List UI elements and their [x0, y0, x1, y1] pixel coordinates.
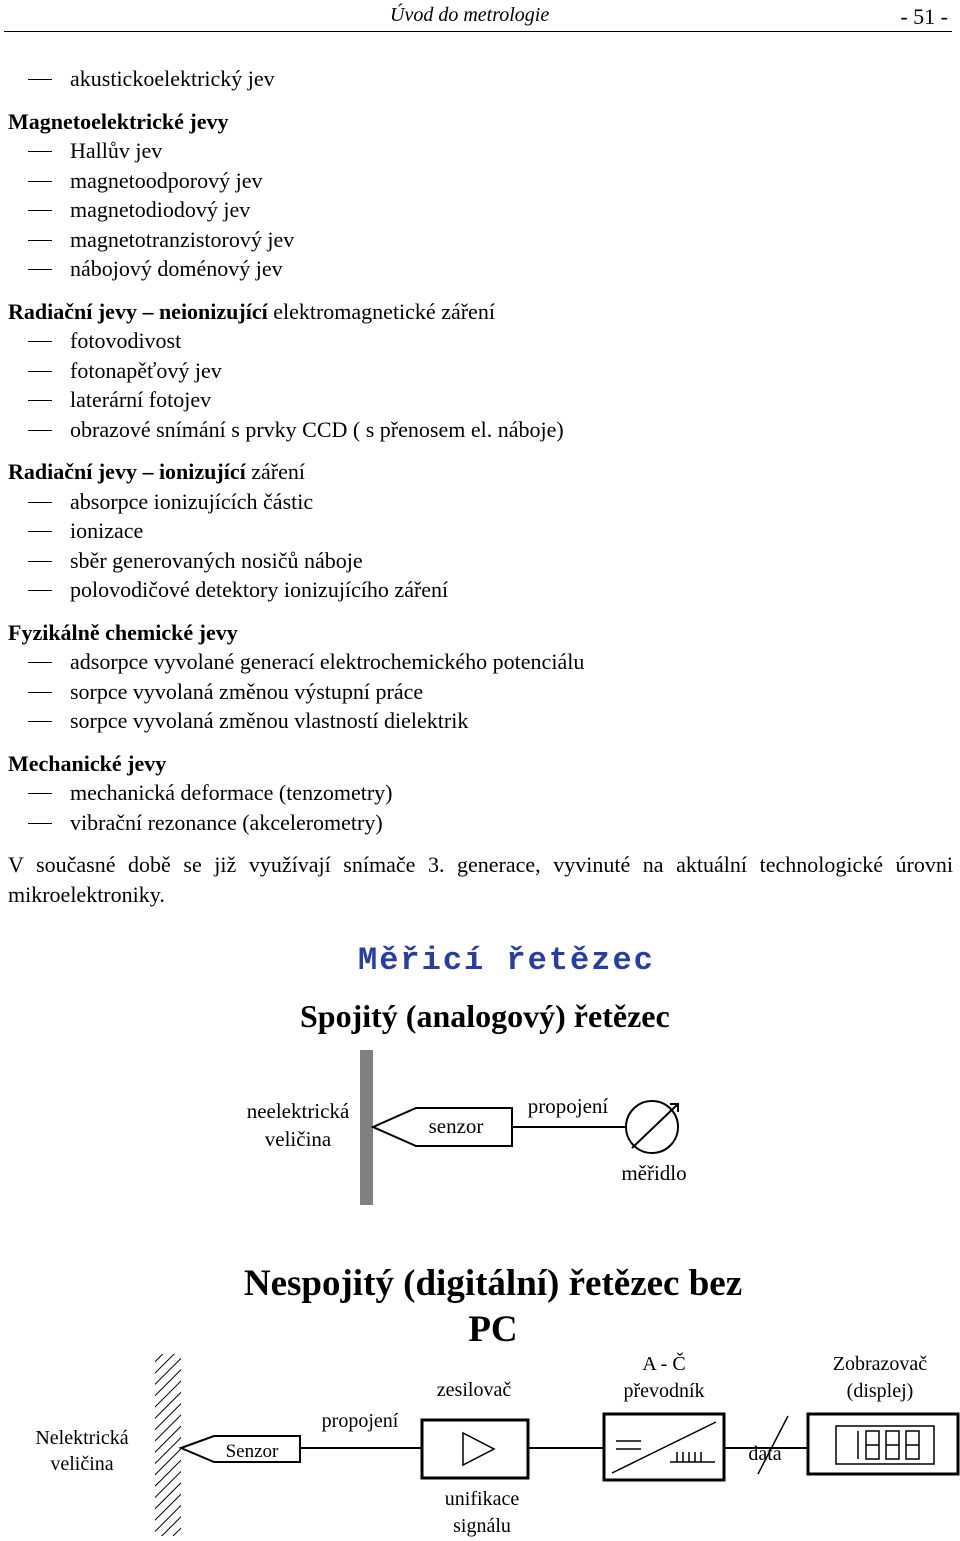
generation-paragraph: V současné době se již využívají snímače 3. generace, vyvinuté na aktuální technologické úrovni mikroelektroniky. — [8, 852, 953, 907]
unification-label-2: signálu — [453, 1515, 511, 1537]
amplifier-label: zesilovač — [436, 1379, 512, 1401]
digital-sensor-label: Senzor — [225, 1441, 279, 1462]
list-item: absorpce ionizujících částic — [8, 487, 953, 517]
analog-input-label-2: veličina — [264, 1127, 332, 1151]
list-item: mechanická deformace (tenzometry) — [8, 778, 953, 808]
digital-input-label-2: veličina — [50, 1453, 114, 1475]
digital-chain-title: Nespojitý (digitální) řetězec bez PC — [243, 1263, 743, 1350]
adc-label-1: A - Č — [642, 1353, 686, 1375]
section-heading-bold: Radiační jevy – neionizující — [8, 298, 268, 324]
list-item: magnetoodporový jev — [8, 166, 953, 196]
page-number: - 51 - — [900, 4, 948, 29]
digital-input-label-1: Nelektrická — [35, 1427, 129, 1449]
section-heading-rest: záření — [245, 459, 305, 484]
list-item: sběr generovaných nosičů náboje — [8, 546, 953, 576]
list-item: laterární fotojev — [8, 385, 953, 415]
list-item: sorpce vyvolaná změnou vlastností dielektrik — [8, 706, 953, 736]
measuring-chain-title: Měřicí řetězec — [358, 942, 655, 979]
list-item: Hallův jev — [8, 136, 953, 166]
list-item: obrazové snímání s prvky CCD ( s přenosem el. náboje) — [8, 415, 953, 445]
section-heading-bold: Fyzikálně chemické jevy — [8, 619, 238, 645]
page-header-title: Úvod do metrologie — [390, 4, 550, 26]
section-heading-bold: Magnetoelektrické jevy — [8, 108, 229, 134]
digital-chain-diagram — [35, 1351, 958, 1537]
list-item: nábojový doménový jev — [8, 254, 953, 284]
analog-connection-label: propojení — [527, 1094, 609, 1118]
analog-sensor-label: senzor — [428, 1114, 484, 1138]
analog-chain-diagram — [247, 1050, 687, 1205]
list-item: sorpce vyvolaná změnou výstupní práce — [8, 677, 953, 707]
list-item: fotonapěťový jev — [8, 356, 953, 386]
list-item: magnetotranzistorový jev — [8, 225, 953, 255]
display-label-2: (displej) — [846, 1380, 914, 1402]
section-heading-bold: Mechanické jevy — [8, 750, 167, 776]
list-item: adsorpce vyvolané generací elektrochemického potenciálu — [8, 647, 953, 677]
list-item: ionizace — [8, 516, 953, 546]
list-item: magnetodiodový jev — [8, 195, 953, 225]
meter-label: měřidlo — [621, 1161, 687, 1185]
data-label: data — [748, 1443, 782, 1465]
list-item: polovodičové detektory ionizujícího záření — [8, 575, 953, 605]
display-label-1: Zobrazovač — [832, 1353, 928, 1375]
adc-label-2: převodník — [623, 1380, 705, 1402]
list-item: fotovodivost — [8, 326, 953, 356]
digital-wall — [155, 1354, 181, 1536]
analog-wall — [360, 1050, 373, 1205]
list-item: akustickoelektrický jev — [8, 64, 953, 94]
list-item: vibrační rezonance (akcelerometry) — [8, 808, 953, 838]
unification-label-1: unifikace — [444, 1488, 520, 1510]
digital-connection-label: propojení — [321, 1410, 399, 1432]
section-heading-bold: Radiační jevy – ionizující — [8, 459, 246, 484]
analog-chain-title: Spojitý (analogový) řetězec — [300, 998, 670, 1034]
section-heading-rest: elektromagnetické záření — [267, 298, 495, 324]
analog-input-label-1: neelektrická — [246, 1099, 350, 1123]
